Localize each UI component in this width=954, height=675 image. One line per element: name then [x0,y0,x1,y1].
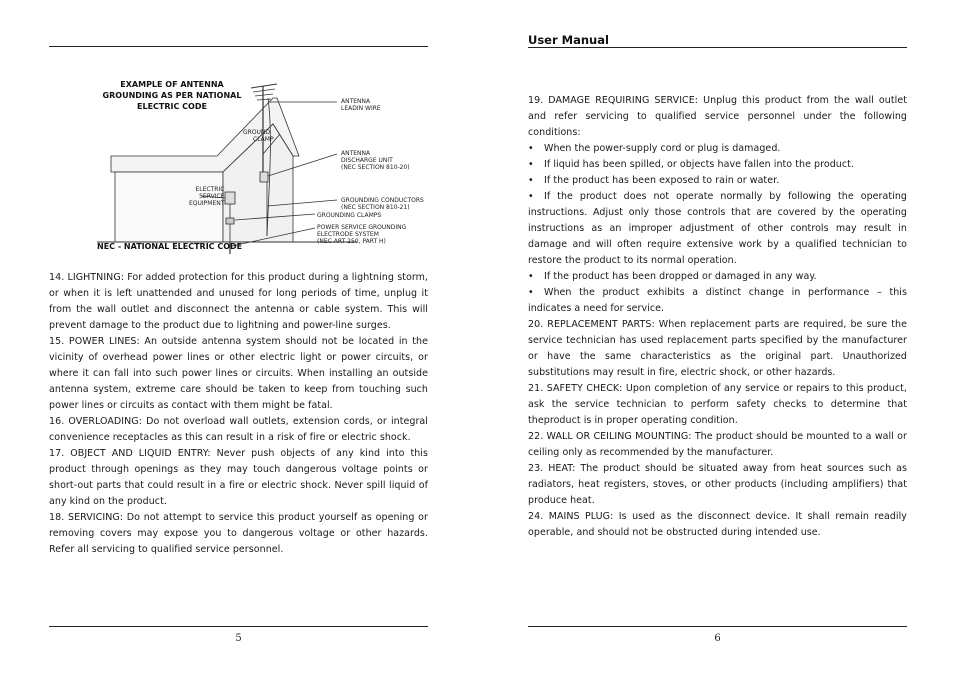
page-number: 6 [714,633,721,644]
section-text: Do not overload wall outlets, extension cords, or integral convenience receptacles as this can result in a risk of fire or electric shock. [49,416,428,443]
section-19 [528,93,907,141]
section-heading: 14. LIGHTNING: [49,272,124,283]
section-18 [49,510,428,558]
bottom-rule [49,626,428,627]
diagram-title-line: EXAMPLE OF ANTENNA [120,80,224,89]
top-rule [49,46,428,47]
section-heading: 19. DAMAGE REQUIRING SERVICE: [528,95,699,106]
section-text: Unplug this product from the wall outlet and refer servicing to qualified service personnel under the following conditions: [528,95,908,138]
section-heading: 15. POWER LINES: [49,336,140,347]
label-line: GROUNDING CONDUCTORS [341,197,424,204]
bullet-icon: • [528,287,534,298]
label-line: POWER SERVICE GROUNDING [317,224,407,231]
bullet-text: If the product does not operate normally by following the operating instructions. Adjust only those controls that are covered by the operating instructions as an improper adjustment of other controls may result in damage and will often require extensive work by a qualified technician to restore the product to its normal operation. [528,191,907,266]
section-heading: 20. REPLACEMENT PARTS: [528,319,655,330]
section-text: Never push objects of any kind into this product through openings as they may touch dangerous voltage points or short-out parts that could result in a fire or electric shock. Never spill liquid of any kind on the product. [49,448,428,507]
label-line: LEADIN WIRE [341,105,381,112]
bullet-item [528,141,907,157]
label-discharge-unit [341,150,410,171]
bullet-icon: • [528,271,534,282]
top-rule [528,47,907,48]
diagram-caption: NEC - NATIONAL ELECTRIC CODE [97,242,243,251]
label-line: DISCHARGE UNIT [341,157,393,164]
page-number: 5 [235,633,242,644]
right-body-text [528,93,907,541]
label-line: (NEC SECTION 810-20) [341,164,410,171]
section-text: The product should be situated away from heat sources such as radiators, heat registers, stoves, or other products (including amplifiers) that produce heat. [528,463,907,506]
label-power-service [317,224,406,245]
section-text: The product should be mounted to a wall or ceiling only as recommended by the manufacturer. [528,431,907,458]
section-20 [528,317,907,381]
label-antenna-lead [341,98,381,112]
section-text: Is used as the disconnect device. It shall remain readily operable, and should not be obstructed during intended use. [528,511,907,538]
label-electric-service [189,186,224,207]
label-line: CLAMP [253,136,274,143]
label-line: SERVICE [199,193,225,200]
section-text: Upon completion of any service or repairs to this product, ask the service technician to perform safety checks to determine that theproduct is in proper operating condition. [528,383,907,426]
section-23 [528,461,907,509]
left-page [49,0,428,675]
bullet-item [528,269,907,285]
bullet-text: If liquid has been spilled, or objects have fallen into the product. [544,159,854,170]
header-title: User Manual [528,33,609,47]
label-line: (NEC SECTION 810-21) [341,204,410,211]
diagram-title-line: GROUNDING AS PER NATIONAL [102,91,242,100]
bullet-text: If the product has been dropped or damaged in any way. [544,271,817,282]
diagram-title-line: ELECTRIC CODE [137,102,207,111]
section-heading: 23. HEAT: [528,463,576,474]
bullet-icon: • [528,143,534,154]
section-16 [49,414,428,446]
bullet-icon: • [528,175,534,186]
bullet-item [528,157,907,173]
bottom-rule [528,626,907,627]
bullet-icon: • [528,159,534,170]
section-15 [49,334,428,414]
label-line: ANTENNA [341,98,371,105]
section-heading: 22. WALL OR CEILING MOUNTING: [528,431,692,442]
label-line: GROUND [243,129,271,136]
left-body-text [49,270,428,558]
label-line: ANTENNA [341,150,371,157]
section-14 [49,270,428,334]
section-text: For added protection for this product during a lightning storm, or when it is left unattended and unused for long periods of time, unplug it from the wall outlet and disconnect the antenna or cable system. This will prevent damage to the product due to lightning and power-line surges. [49,272,429,331]
label-line: ELECTRODE SYSTEM [317,231,379,238]
section-heading: 21. SAFETY CHECK: [528,383,623,394]
label-line: EQUIPMENT [189,200,225,207]
section-24 [528,509,907,541]
section-text: An outside antenna system should not be located in the vicinity of overhead power lines or other electric light or power circuits, or where it can fall into such power lines or circuits. When installing an outside antenna system, extreme care should be taken to keep from touching such power lines or circuits as contact with them might be fatal. [49,336,428,411]
label-ground-clamp [243,129,274,143]
section-heading: 18. SERVICING: [49,512,124,523]
right-page [528,0,907,675]
bullet-text: If the product has been exposed to rain or water. [544,175,780,186]
bullet-item [528,173,907,189]
label-grounding-clamps: GROUNDING CLAMPS [317,212,382,219]
section-heading: 24. MAINS PLUG: [528,511,614,522]
section-17 [49,446,428,510]
section-heading: 17. OBJECT AND LIQUID ENTRY: [49,448,211,459]
bullet-icon: • [528,191,534,202]
section-text: Do not attempt to service this product yourself as opening or removing covers may expose you to dangerous voltage or other hazards. Refer all servicing to qualified service personnel. [49,512,428,555]
bullet-text: When the product exhibits a distinct change in performance – this indicates a need for service. [528,287,907,314]
label-grounding-conductors [341,197,424,211]
section-22 [528,429,907,461]
label-line: ELECTRIC [195,186,225,193]
bullet-text: When the power-supply cord or plug is damaged. [544,143,781,154]
antenna-grounding-diagram [97,76,427,258]
bullet-item [528,285,907,317]
section-21 [528,381,907,429]
section-text: When replacement parts are required, be sure the service technician has used replacement parts specified by the manufacturer or have the same characteristics as the original part. Unauthorized substitutions may result in fire, electric shock, or other hazards. [528,319,907,378]
diagram-title [97,79,247,112]
label-line: (NEC ART 250, PART H) [317,238,386,245]
section-heading: 16. OVERLOADING: [49,416,142,427]
bullet-item [528,189,907,269]
